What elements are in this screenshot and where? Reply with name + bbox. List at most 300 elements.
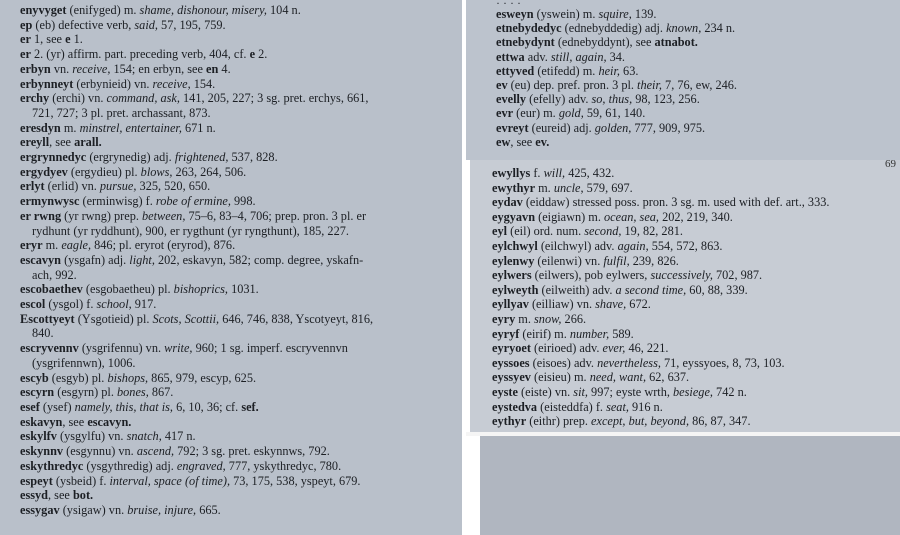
entry-text: (erbynieid) vn.	[73, 76, 153, 91]
entry-text: 916 n.	[628, 399, 663, 414]
entry-text: (eilweith) adv.	[538, 282, 616, 297]
entry-text: 425, 432.	[565, 166, 615, 180]
gloss: ascend,	[136, 444, 175, 459]
headword: evreyt	[496, 120, 529, 135]
gloss: command, ask,	[106, 91, 180, 106]
entry-text: (eb) defective verb,	[32, 17, 135, 32]
dictionary-entry	[492, 400, 900, 415]
gloss: their,	[637, 78, 662, 93]
entry-text: (ysgrifennu) vn.	[78, 341, 165, 356]
headword: essyd	[20, 488, 49, 503]
entry-text: 777, 909, 975.	[631, 120, 706, 135]
entry-text: (eisteddfa) f.	[537, 399, 607, 414]
entry-text: (ergydieu) pl.	[67, 164, 141, 179]
cross-reference: ev.	[535, 134, 550, 149]
entry-text: , see	[62, 414, 88, 429]
dictionary-entry	[20, 503, 462, 518]
dictionary-entry	[492, 254, 900, 269]
entry-text: 865, 979, escyp, 625.	[148, 370, 257, 385]
headword: eresdyn	[20, 120, 61, 135]
entry-text: (esgyrn) pl.	[54, 385, 117, 400]
dictionary-entry	[20, 297, 462, 312]
gloss: number,	[569, 326, 610, 341]
entry-text: m.	[60, 120, 80, 135]
dictionary-entry	[20, 121, 462, 136]
gloss: still, again,	[550, 49, 607, 64]
entry-text: (eur) m.	[513, 106, 559, 121]
entry-text: m.	[515, 311, 535, 326]
entry-text: (ysigaw) vn.	[59, 502, 128, 517]
dictionary-entry	[20, 474, 462, 489]
gloss: write,	[164, 341, 193, 356]
gloss: namely, this, that is,	[74, 399, 173, 414]
entry-text: 867.	[148, 385, 174, 400]
entry-text: adv.	[524, 49, 551, 64]
dictionary-entry	[20, 400, 462, 415]
headword: eylwers	[492, 268, 532, 283]
entry-text: 2. (yr) affirm. part. preceding verb, 404, cf.	[30, 47, 250, 62]
dictionary-entry	[20, 179, 462, 194]
dictionary-entry	[492, 385, 900, 400]
headword: ev	[496, 78, 508, 93]
entry-text: 665.	[196, 502, 221, 517]
entry-text: 7, 76, ew, 246.	[661, 78, 737, 93]
dictionary-entry	[492, 181, 900, 196]
headword: eskynnv	[20, 444, 64, 459]
dictionary-entry	[492, 224, 900, 239]
entry-text: 589.	[609, 326, 634, 341]
headword: evelly	[496, 92, 527, 107]
entry-text: 202, eskavyn, 582; comp. degree, yskafn-	[154, 252, 364, 267]
entry-text: vn.	[50, 61, 73, 76]
headword: eylchwyl	[492, 238, 538, 253]
gloss: between,	[142, 208, 186, 223]
gloss: shave,	[595, 297, 627, 312]
headword: ew	[496, 134, 511, 149]
entry-text: 742 n.	[712, 384, 747, 399]
dictionary-entry	[20, 356, 462, 371]
headword: escobaethev	[20, 282, 83, 297]
headword: enyvyget	[20, 3, 67, 17]
entry-text: 777, yskythredyc, 780.	[225, 458, 342, 473]
cross-reference: escavyn.	[87, 414, 132, 429]
gloss: will,	[543, 166, 566, 180]
entry-text: (yr rwng) prep.	[61, 208, 143, 223]
headword: eyl	[492, 224, 508, 239]
dictionary-entry	[20, 209, 462, 224]
dictionary-entry	[20, 341, 462, 356]
entry-text: (eilenwi) vn.	[534, 253, 604, 268]
entry-text: 266.	[561, 311, 587, 326]
dictionary-entry	[20, 32, 462, 47]
gloss: fulfil,	[603, 253, 630, 268]
entry-text: 721, 727; 3 pl. pret. archassant, 873.	[32, 105, 211, 120]
cross-reference: bot.	[72, 488, 94, 503]
entry-text: (eiddaw) stressed poss. pron. 3 sg. m. used with def. art., 333.	[522, 195, 830, 210]
right-top-column	[466, 0, 900, 160]
gloss: ocean, sea,	[604, 209, 660, 224]
entry-text: 1, see	[30, 32, 66, 47]
gloss: interval, space (of time),	[109, 473, 231, 488]
entry-text: (erminwisg) f.	[79, 194, 156, 209]
headword: escryvennv	[20, 341, 79, 356]
headword: essygav	[20, 502, 60, 517]
headword: ewythyr	[492, 180, 536, 195]
entry-text: m.	[42, 238, 62, 253]
headword: etnebydedyc	[496, 21, 562, 36]
entry-text: (eu) dep. pref. pron. 3 pl.	[507, 78, 638, 93]
entry-text: (esgobaetheu) pl.	[82, 282, 174, 297]
cross-reference: e	[65, 32, 71, 47]
headword: ermynwysc	[20, 194, 80, 209]
entry-text: (eirioed) adv.	[530, 341, 603, 356]
headword: eyste	[492, 384, 518, 399]
headword: er rwng	[20, 208, 62, 223]
gloss: eagle,	[61, 238, 92, 253]
dictionary-entry	[20, 326, 462, 341]
headword: eyllyav	[492, 297, 529, 312]
entry-text: 104 n.	[266, 3, 301, 17]
gloss: so, thus,	[591, 92, 633, 107]
headword: espeyt	[20, 473, 53, 488]
entry-text: (ysgylfu) vn.	[56, 429, 127, 444]
dictionary-entry	[20, 165, 462, 180]
cross-reference: e	[249, 47, 256, 62]
entry-text: 1.	[70, 32, 83, 47]
gloss: Scots, Scottii,	[152, 311, 220, 326]
dictionary-entry	[20, 77, 462, 92]
entry-text: 646, 746, 838, Yscotyeyt, 816,	[219, 311, 374, 326]
headword: eyryoet	[492, 341, 531, 356]
dictionary-entry	[20, 238, 462, 253]
entry-text: 846; pl. eryrot (eryrod), 876.	[91, 238, 236, 253]
entry-text: m.	[535, 180, 554, 195]
cropped-line: · · · ·	[496, 0, 521, 7]
gloss: engraved,	[176, 458, 226, 473]
headword: etnebydynt	[496, 35, 555, 50]
entry-text: 239, 826.	[629, 253, 679, 268]
headword: esef	[20, 399, 40, 414]
entry-text: (eisoes) adv.	[529, 355, 598, 370]
dictionary-entry	[492, 166, 900, 181]
entry-text: 86, 87, 347.	[689, 414, 751, 429]
entry-text: (ysef)	[39, 399, 75, 414]
entry-text: 98, 123, 256.	[632, 92, 700, 107]
dictionary-entry	[20, 415, 462, 430]
gloss: known,	[666, 21, 702, 36]
gloss: sit,	[573, 384, 588, 399]
entry-text: (eirif) m.	[519, 326, 570, 341]
entry-text: 34.	[606, 49, 626, 64]
gloss: receive,	[152, 76, 191, 91]
headword: eyssoes	[492, 355, 530, 370]
headword: ergrynnedyc	[20, 150, 87, 165]
headword: eyryf	[492, 326, 520, 341]
entry-text: 59, 61, 140.	[583, 106, 646, 121]
gloss: a second time,	[615, 282, 687, 297]
right-bottom-column	[470, 160, 900, 432]
headword: er	[20, 32, 31, 47]
cross-reference: arall.	[74, 135, 102, 150]
entry-text: ach, 992.	[32, 267, 77, 282]
entry-text: 75–6, 83–4, 706; prep. pron. 3 pl. er	[185, 208, 367, 223]
gloss: shame, dishonour, misery,	[139, 3, 267, 17]
gloss: besiege,	[673, 384, 713, 399]
dictionary-entry	[496, 7, 900, 21]
gloss: bishoprics,	[173, 282, 228, 297]
dictionary-entry	[20, 444, 462, 459]
gloss: bones,	[117, 385, 149, 400]
dictionary-entry	[492, 268, 900, 283]
entry-text: 139.	[631, 7, 657, 21]
gloss: school,	[96, 297, 132, 312]
dictionary-entry	[496, 35, 900, 49]
gloss: frightened,	[174, 150, 229, 165]
dictionary-entry	[492, 210, 900, 225]
entry-text: 46, 221.	[625, 341, 669, 356]
dictionary-entry	[492, 297, 900, 312]
headword: ettyved	[496, 63, 535, 78]
entry-text: 154; en erbyn, see	[110, 61, 207, 76]
entry-text: rydhunt (yr ryddhunt), 900, er rygthunt (yr ryngthunt), 185, 227.	[32, 223, 349, 238]
headword: eskythredyc	[20, 458, 84, 473]
gloss: snow,	[534, 311, 562, 326]
entry-text: 19, 82, 281.	[621, 224, 683, 239]
headword: ettwa	[496, 49, 525, 64]
entry-text: (ysbeid) f.	[52, 473, 110, 488]
headword: escyrn	[20, 385, 55, 400]
headword: esweyn	[496, 7, 534, 21]
entry-text: (eisieu) m.	[530, 370, 590, 385]
gloss: pursue,	[99, 179, 137, 194]
entry-text: (ysgafn) adj.	[61, 252, 130, 267]
dictionary-entry	[20, 488, 462, 503]
gloss: nevertheless,	[597, 355, 661, 370]
entry-text: (ednebyddedig) adj.	[561, 21, 667, 36]
dictionary-entry	[492, 239, 900, 254]
gloss: snatch,	[126, 429, 162, 444]
entry-text: (ysgol) f.	[45, 297, 97, 312]
entry-text: (eithr) prep.	[526, 414, 592, 429]
dictionary-entry	[20, 135, 462, 150]
gloss: blows,	[140, 164, 173, 179]
entry-text: 840.	[32, 326, 54, 341]
entry-text: 4.	[218, 61, 231, 76]
dictionary-entry	[20, 3, 462, 18]
entry-text: 917.	[131, 297, 157, 312]
entry-text: , see	[510, 134, 536, 149]
cross-reference: atnabot.	[654, 35, 698, 50]
gloss: successively,	[650, 268, 713, 283]
dictionary-entry	[492, 283, 900, 298]
dictionary-entry	[496, 92, 900, 106]
entry-text: 57, 195, 759.	[157, 17, 226, 32]
dictionary-entry	[20, 371, 462, 386]
entry-text: 998.	[230, 194, 256, 209]
entry-text: 672.	[626, 297, 651, 312]
headword: eydav	[492, 195, 523, 210]
entry-text: (ergrynedig) adj.	[86, 150, 175, 165]
entry-text: 154.	[190, 76, 216, 91]
headword: eskavyn	[20, 414, 63, 429]
entry-text: 63.	[619, 63, 639, 78]
headword: ep	[20, 17, 33, 32]
entry-text: (esgyb) pl.	[48, 370, 108, 385]
blank-page-area	[480, 436, 900, 535]
dictionary-entry	[20, 224, 462, 239]
gloss: minstrel, entertainer,	[79, 120, 182, 135]
dictionary-entry	[20, 253, 462, 268]
entry-text: (efelly) adv.	[526, 92, 592, 107]
dictionary-entry	[492, 341, 900, 356]
dictionary-entry	[20, 150, 462, 165]
gloss: light,	[129, 252, 155, 267]
dictionary-entry	[492, 327, 900, 342]
entry-text: 2.	[255, 47, 268, 62]
headword: erchy	[20, 91, 50, 106]
headword: ewyllys	[492, 166, 531, 180]
headword: eyry	[492, 311, 516, 326]
headword: eygyavn	[492, 209, 536, 224]
entry-text: (eil) ord. num.	[507, 224, 585, 239]
entry-text: 6, 10, 36; cf.	[173, 399, 242, 414]
entry-text: (erlid) vn.	[44, 179, 100, 194]
dictionary-entry	[492, 195, 900, 210]
gloss: squire,	[598, 7, 632, 21]
entry-text: 960; 1 sg. imperf. escryvennvn	[192, 341, 348, 356]
page-number: 69	[885, 158, 896, 170]
entry-text: 62, 637.	[646, 370, 690, 385]
gloss: gold,	[558, 106, 584, 121]
gloss: second,	[584, 224, 622, 239]
dictionary-entry	[20, 312, 462, 327]
dictionary-entry	[492, 312, 900, 327]
dictionary-entry	[496, 50, 900, 64]
entry-text: 579, 697.	[583, 180, 633, 195]
cross-reference: sef.	[241, 399, 259, 414]
dictionary-entry	[20, 106, 462, 121]
dictionary-entry	[20, 18, 462, 33]
dictionary-entry	[496, 135, 900, 149]
entry-text: (eilchwyl) adv.	[537, 238, 618, 253]
entry-text: 325, 520, 650.	[136, 179, 211, 194]
entry-text: 71, eyssyoes, 8, 73, 103.	[660, 355, 785, 370]
dictionary-entry	[20, 47, 462, 62]
headword: ereyll	[20, 135, 50, 150]
entry-text: (esgynnu) vn.	[63, 444, 137, 459]
entry-text: (eiste) vn.	[517, 384, 574, 399]
gloss: heir,	[598, 63, 620, 78]
dictionary-entry	[20, 282, 462, 297]
entry-text: (eilliaw) vn.	[528, 297, 596, 312]
entry-text: (ysgythredig) adj.	[83, 458, 177, 473]
dictionary-entry	[492, 414, 900, 429]
dictionary-entry	[496, 106, 900, 120]
entry-text: 417 n.	[161, 429, 196, 444]
gloss: robe of ermine,	[155, 194, 231, 209]
entry-text: 60, 88, 339.	[686, 282, 748, 297]
entry-text: 792; 3 sg. pret. eskynnws, 792.	[174, 444, 330, 459]
dictionary-entry	[492, 370, 900, 385]
dictionary-entry	[20, 385, 462, 400]
entry-text: 263, 264, 506.	[172, 164, 247, 179]
headword: eythyr	[492, 414, 527, 429]
dictionary-entry	[496, 21, 900, 35]
gloss: said,	[134, 17, 158, 32]
headword: erbynneyt	[20, 76, 74, 91]
entry-text: 73, 175, 538, yspeyt, 679.	[230, 473, 361, 488]
entry-text: (eureid) adj.	[528, 120, 595, 135]
headword: eystedva	[492, 399, 538, 414]
dictionary-entry	[20, 194, 462, 209]
entry-text: 554, 572, 863.	[648, 238, 723, 253]
headword: escol	[20, 297, 46, 312]
dictionary-entry	[20, 268, 462, 283]
entry-text: 202, 219, 340.	[659, 209, 733, 224]
dictionary-entry	[496, 121, 900, 135]
headword: eyssyev	[492, 370, 531, 385]
gloss: bishops,	[107, 370, 149, 385]
headword: eylenwy	[492, 253, 535, 268]
entry-text: 141, 205, 227; 3 sg. pret. erchys, 661,	[179, 91, 369, 106]
gloss: seat,	[606, 399, 629, 414]
gloss: need, want,	[589, 370, 647, 385]
entry-text: (erchi) vn.	[49, 91, 107, 106]
dictionary-entry	[496, 78, 900, 92]
cross-reference: en	[206, 61, 219, 76]
entry-text: , see	[48, 488, 73, 503]
headword: er	[20, 47, 31, 62]
dictionary-entry	[20, 62, 462, 77]
entry-text: (etifedd) m.	[534, 63, 599, 78]
entry-text: 671 n.	[181, 120, 216, 135]
entry-text: (Ysgotieid) pl.	[74, 311, 153, 326]
entry-text: (eigiawn) m.	[535, 209, 605, 224]
gloss: except, but, beyond,	[591, 414, 690, 429]
headword: eskylfv	[20, 429, 57, 444]
gloss: uncle,	[553, 180, 584, 195]
entry-text: (eilwers), pob eylwers,	[531, 268, 651, 283]
gloss: receive,	[72, 61, 111, 76]
headword: escavyn	[20, 252, 61, 267]
dictionary-entry	[20, 429, 462, 444]
headword: escyb	[20, 370, 49, 385]
dictionary-entry	[492, 356, 900, 371]
entry-text: 702, 987.	[712, 268, 763, 283]
entry-text: (enifyged) m.	[66, 3, 140, 17]
entry-text: (yswein) m.	[533, 7, 599, 21]
headword: erlyt	[20, 179, 45, 194]
entry-text: 234 n.	[701, 21, 736, 36]
headword: eylweyth	[492, 282, 539, 297]
headword: erbyn	[20, 61, 51, 76]
entry-text: , see	[49, 135, 75, 150]
headword: evr	[496, 106, 514, 121]
dictionary-entry	[20, 91, 462, 106]
dictionary-entry	[496, 64, 900, 78]
gloss: bruise, injure,	[127, 502, 197, 517]
entry-text: 997; eyste wrth,	[587, 384, 674, 399]
gloss: golden,	[594, 120, 632, 135]
headword: ergydyev	[20, 164, 68, 179]
gloss: ever,	[602, 341, 626, 356]
headword: Escottyeyt	[20, 311, 75, 326]
dictionary-entry	[20, 459, 462, 474]
entry-text: f.	[530, 166, 544, 180]
entry-text: (ednebyddynt), see	[554, 35, 655, 50]
entry-text: (ysgrifennwn), 1006.	[32, 355, 136, 370]
headword: eryr	[20, 238, 43, 253]
